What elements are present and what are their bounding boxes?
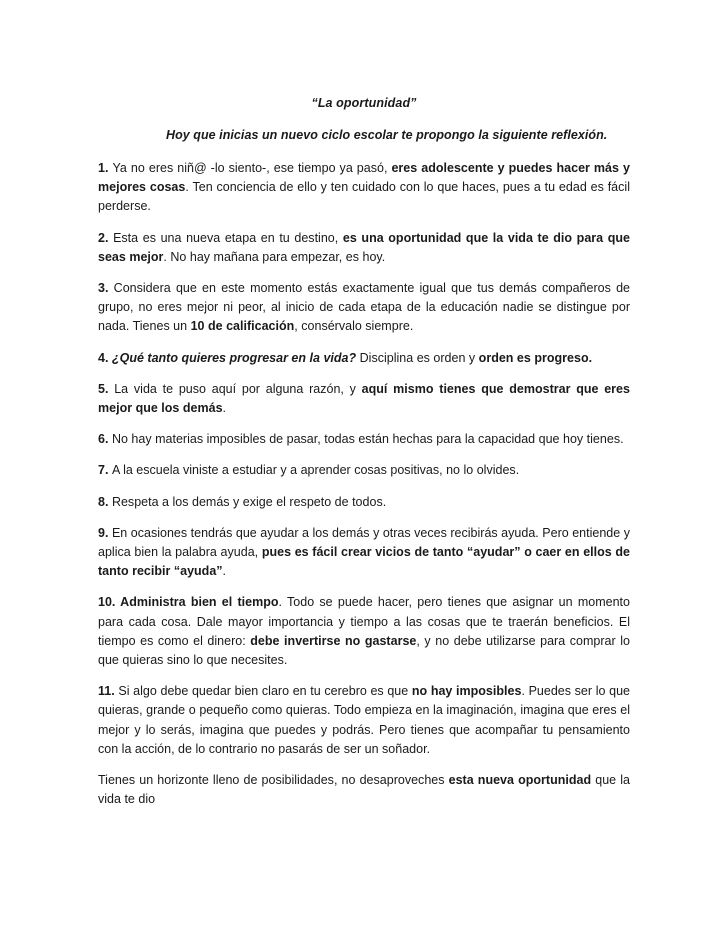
text-run: 3. bbox=[98, 281, 114, 296]
text-run: es una oportunidad que la vida te dio para que seas mejor bbox=[98, 230, 630, 264]
item-9 bbox=[98, 524, 630, 582]
text-run: . Ten conciencia de ello y ten cuidado con lo que haces, pues a tu edad es fácil perderse. bbox=[98, 180, 630, 214]
text-run: 5. bbox=[98, 381, 115, 396]
item-8 bbox=[98, 493, 630, 512]
item-5 bbox=[98, 380, 630, 418]
item-7 bbox=[98, 461, 630, 480]
paragraph-list bbox=[98, 159, 630, 809]
text-run: 11. bbox=[98, 684, 119, 699]
item-11 bbox=[98, 682, 630, 759]
text-run: . Todo se puede hacer, pero tienes que asignar un momento para cada cosa. Dale mayor importancia y tiempo a las cosas que te traerán beneficios. El tiempo es como el dinero: bbox=[98, 595, 630, 648]
text-run: , consérvalo siempre. bbox=[294, 319, 414, 334]
text-run: . Puedes ser lo que quieras, grande o pequeño como quieras. Todo empieza en la imaginación, imagina que eres el mejor y lo serás, imagina que puedes y podrás. Pero tienes que acompañar tu pensamiento con la acción, de lo contrario no pasarás de ser un soñador. bbox=[98, 684, 630, 756]
text-run: Ya no eres niñ@ -lo siento-, ese tiempo ya pasó, bbox=[112, 161, 392, 175]
text-run: ¿Qué tanto quieres progresar en la vida? bbox=[111, 350, 357, 365]
text-run: Disciplina es orden y bbox=[356, 350, 479, 365]
text-run: 2. bbox=[98, 230, 114, 245]
document-title: “La oportunidad” bbox=[311, 96, 417, 110]
text-run: debe invertirse no gastarse bbox=[250, 633, 417, 648]
text-run: , y no debe utilizarse para comprar lo que quieras sino lo que necesites. bbox=[98, 633, 630, 668]
item-3 bbox=[98, 279, 630, 337]
text-run: 9. bbox=[98, 525, 112, 540]
text-run: eres adolescente y puedes hacer más y mejores cosas bbox=[98, 161, 630, 195]
text-run: Respeta a los demás y exige el respeto de todos. bbox=[111, 494, 387, 509]
text-run: que la vida te dio bbox=[98, 773, 631, 807]
item-10 bbox=[98, 593, 630, 670]
text-run: . bbox=[222, 564, 227, 579]
text-run: 4. bbox=[98, 350, 112, 365]
text-run: esta nueva oportunidad bbox=[448, 773, 592, 788]
text-run: no hay imposibles bbox=[411, 684, 522, 699]
text-run: A la escuela viniste a estudiar y a aprender cosas positivas, no lo olvides. bbox=[111, 463, 520, 478]
text-run: 10. Administra bien el tiempo bbox=[98, 595, 279, 610]
closing bbox=[98, 771, 630, 809]
item-4 bbox=[98, 349, 630, 368]
text-run: 1. bbox=[98, 161, 113, 175]
text-run: pues es fácil crear vicios de tanto “ayudar” o caer en ellos de tanto recibir “ayuda” bbox=[98, 545, 631, 579]
text-run: 7. bbox=[98, 463, 112, 478]
text-run: Considera que en este momento estás exactamente igual que tus demás compañeros de grupo, no eres mejor ni peor, al inicio de cada etapa de la educación nadie se distingue por nada. Tienes un bbox=[98, 281, 630, 334]
text-run: 10 de calificación bbox=[190, 319, 295, 334]
text-run: En ocasiones tendrás que ayudar a los demás y otras veces recibirás ayuda. Pero entiende y aplica bien la palabra ayuda, bbox=[98, 525, 630, 560]
item-6 bbox=[98, 430, 630, 449]
text-run: 6. bbox=[98, 432, 112, 447]
text-run: aquí mismo tienes que demostrar que eres mejor que los demás bbox=[98, 381, 630, 416]
document-subtitle: Hoy que inicias un nuevo ciclo escolar te propongo la siguiente reflexión. bbox=[166, 128, 608, 142]
item-2 bbox=[98, 229, 630, 267]
text-run: . bbox=[222, 401, 227, 416]
document-body bbox=[98, 94, 630, 809]
item-1 bbox=[98, 159, 630, 217]
text-run: La vida te puso aquí por alguna razón, y bbox=[114, 381, 362, 396]
text-run: Esta es una nueva etapa en tu destino, bbox=[113, 230, 343, 245]
text-run: Tienes un horizonte lleno de posibilidades, no desaproveches bbox=[98, 773, 449, 788]
text-run: orden es progreso. bbox=[478, 350, 593, 365]
text-run: Si algo debe quedar bien claro en tu cerebro es que bbox=[118, 684, 412, 699]
text-run: . No hay mañana para empezar, es hoy. bbox=[163, 249, 386, 264]
text-run: No hay materias imposibles de pasar, todas están hechas para la capacidad que hoy tienes. bbox=[111, 432, 624, 447]
text-run: 8. bbox=[98, 494, 112, 509]
